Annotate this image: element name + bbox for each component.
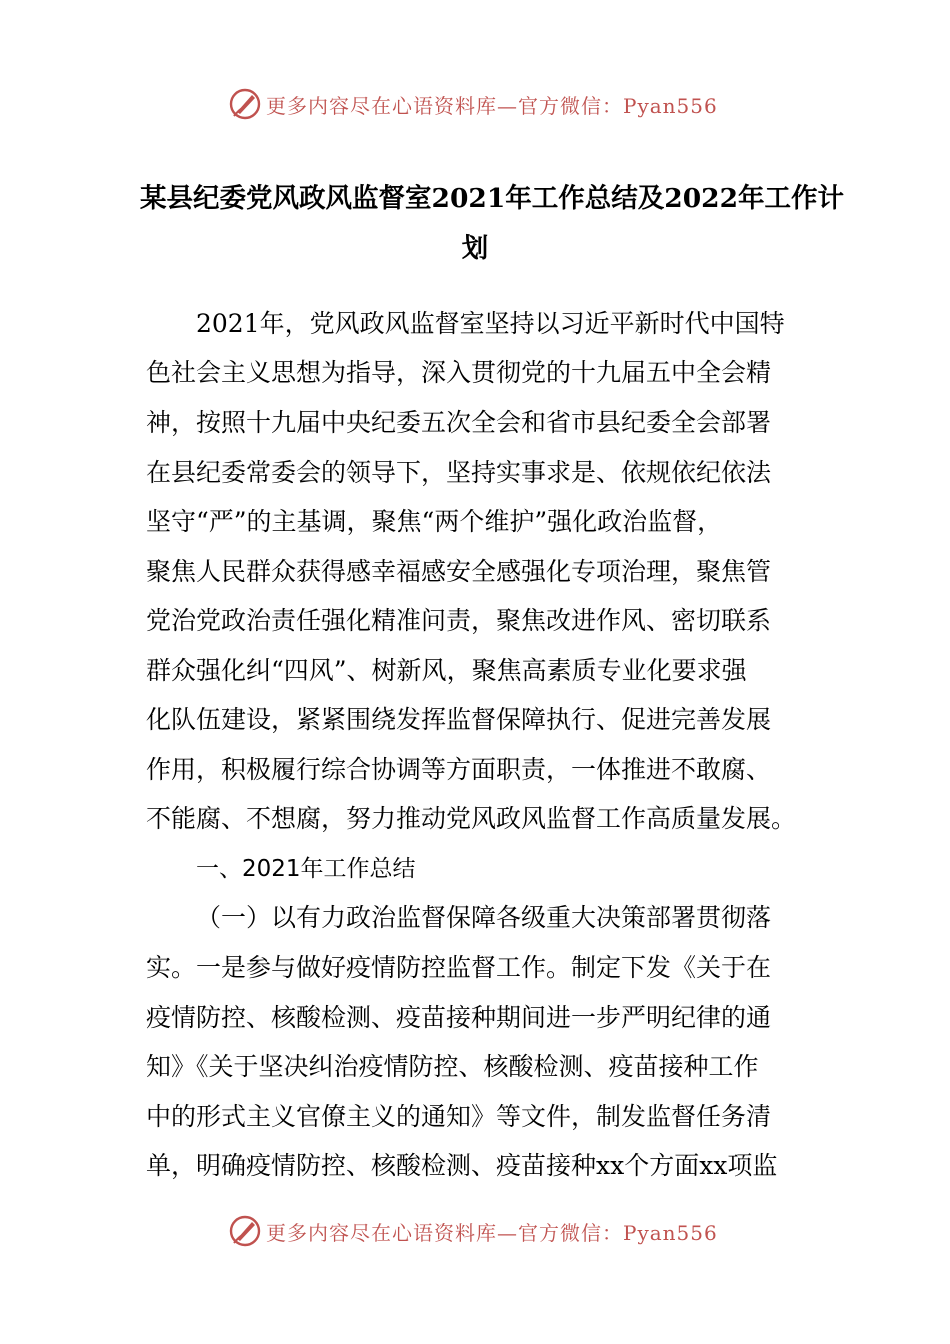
body-line: 不能腐、不想腐，努力推动党风政风监督工作高质量发展。	[146, 804, 797, 833]
watermark-text: 更多内容尽在心语资料库—官方微信：Pyan556	[266, 93, 718, 118]
body-line: 聚焦人民群众获得感幸福感安全感强化专项治理，聚焦管	[146, 557, 772, 586]
body-line: 群众强化纠“四风”、树新风，聚焦高素质专业化要求强	[146, 656, 747, 685]
body-line: 化队伍建设，紧紧围绕发挥监督保障执行、促进完善发展	[146, 705, 772, 734]
section-heading: 一、2021年工作总结	[196, 856, 416, 882]
body-line: 疫情防控、核酸检测、疫苗接种期间进一步严明纪律的通	[146, 1003, 772, 1032]
document-title-line-1: 某县纪委党风政风监督室2021年工作总结及2022年工作计	[140, 183, 845, 214]
watermark-footer	[228, 1211, 718, 1251]
body-line: 神，按照十九届中央纪委五次全会和省市县纪委全会部署	[146, 408, 772, 437]
watermark-text: 更多内容尽在心语资料库—官方微信：Pyan556	[266, 1220, 718, 1245]
body-line: 在县纪委常委会的领导下，坚持实事求是、依规依纪依法	[146, 458, 772, 487]
body-line: 单，明确疫情防控、核酸检测、疫苗接种xx个方面xx项监	[146, 1151, 778, 1180]
body-line: 实。一是参与做好疫情防控监督工作。制定下发《关于在	[146, 953, 772, 982]
body-line: （一）以有力政治监督保障各级重大决策部署贯彻落	[196, 903, 772, 932]
body-line: 知》《关于坚决纠治疫情防控、核酸检测、疫苗接种工作	[146, 1052, 759, 1081]
body-line: 作用，积极履行综合协调等方面职责，一体推进不敢腐、	[146, 755, 772, 784]
body-line: 色社会主义思想为指导，深入贯彻党的十九届五中全会精	[146, 358, 772, 387]
body-line: 2021年，党风政风监督室坚持以习近平新时代中国特	[196, 309, 785, 338]
quill-logo-icon	[228, 87, 262, 121]
body-line: 坚守“严”的主基调，聚焦“两个维护”强化政治监督，	[146, 507, 723, 536]
watermark-header	[228, 84, 718, 124]
body-line: 党治党政治责任强化精准问责，聚焦改进作风、密切联系	[146, 606, 772, 635]
body-line: 中的形式主义官僚主义的通知》等文件，制发监督任务清	[146, 1102, 772, 1131]
document-title-line-2: 划	[461, 233, 489, 264]
quill-logo-icon	[228, 1214, 262, 1248]
